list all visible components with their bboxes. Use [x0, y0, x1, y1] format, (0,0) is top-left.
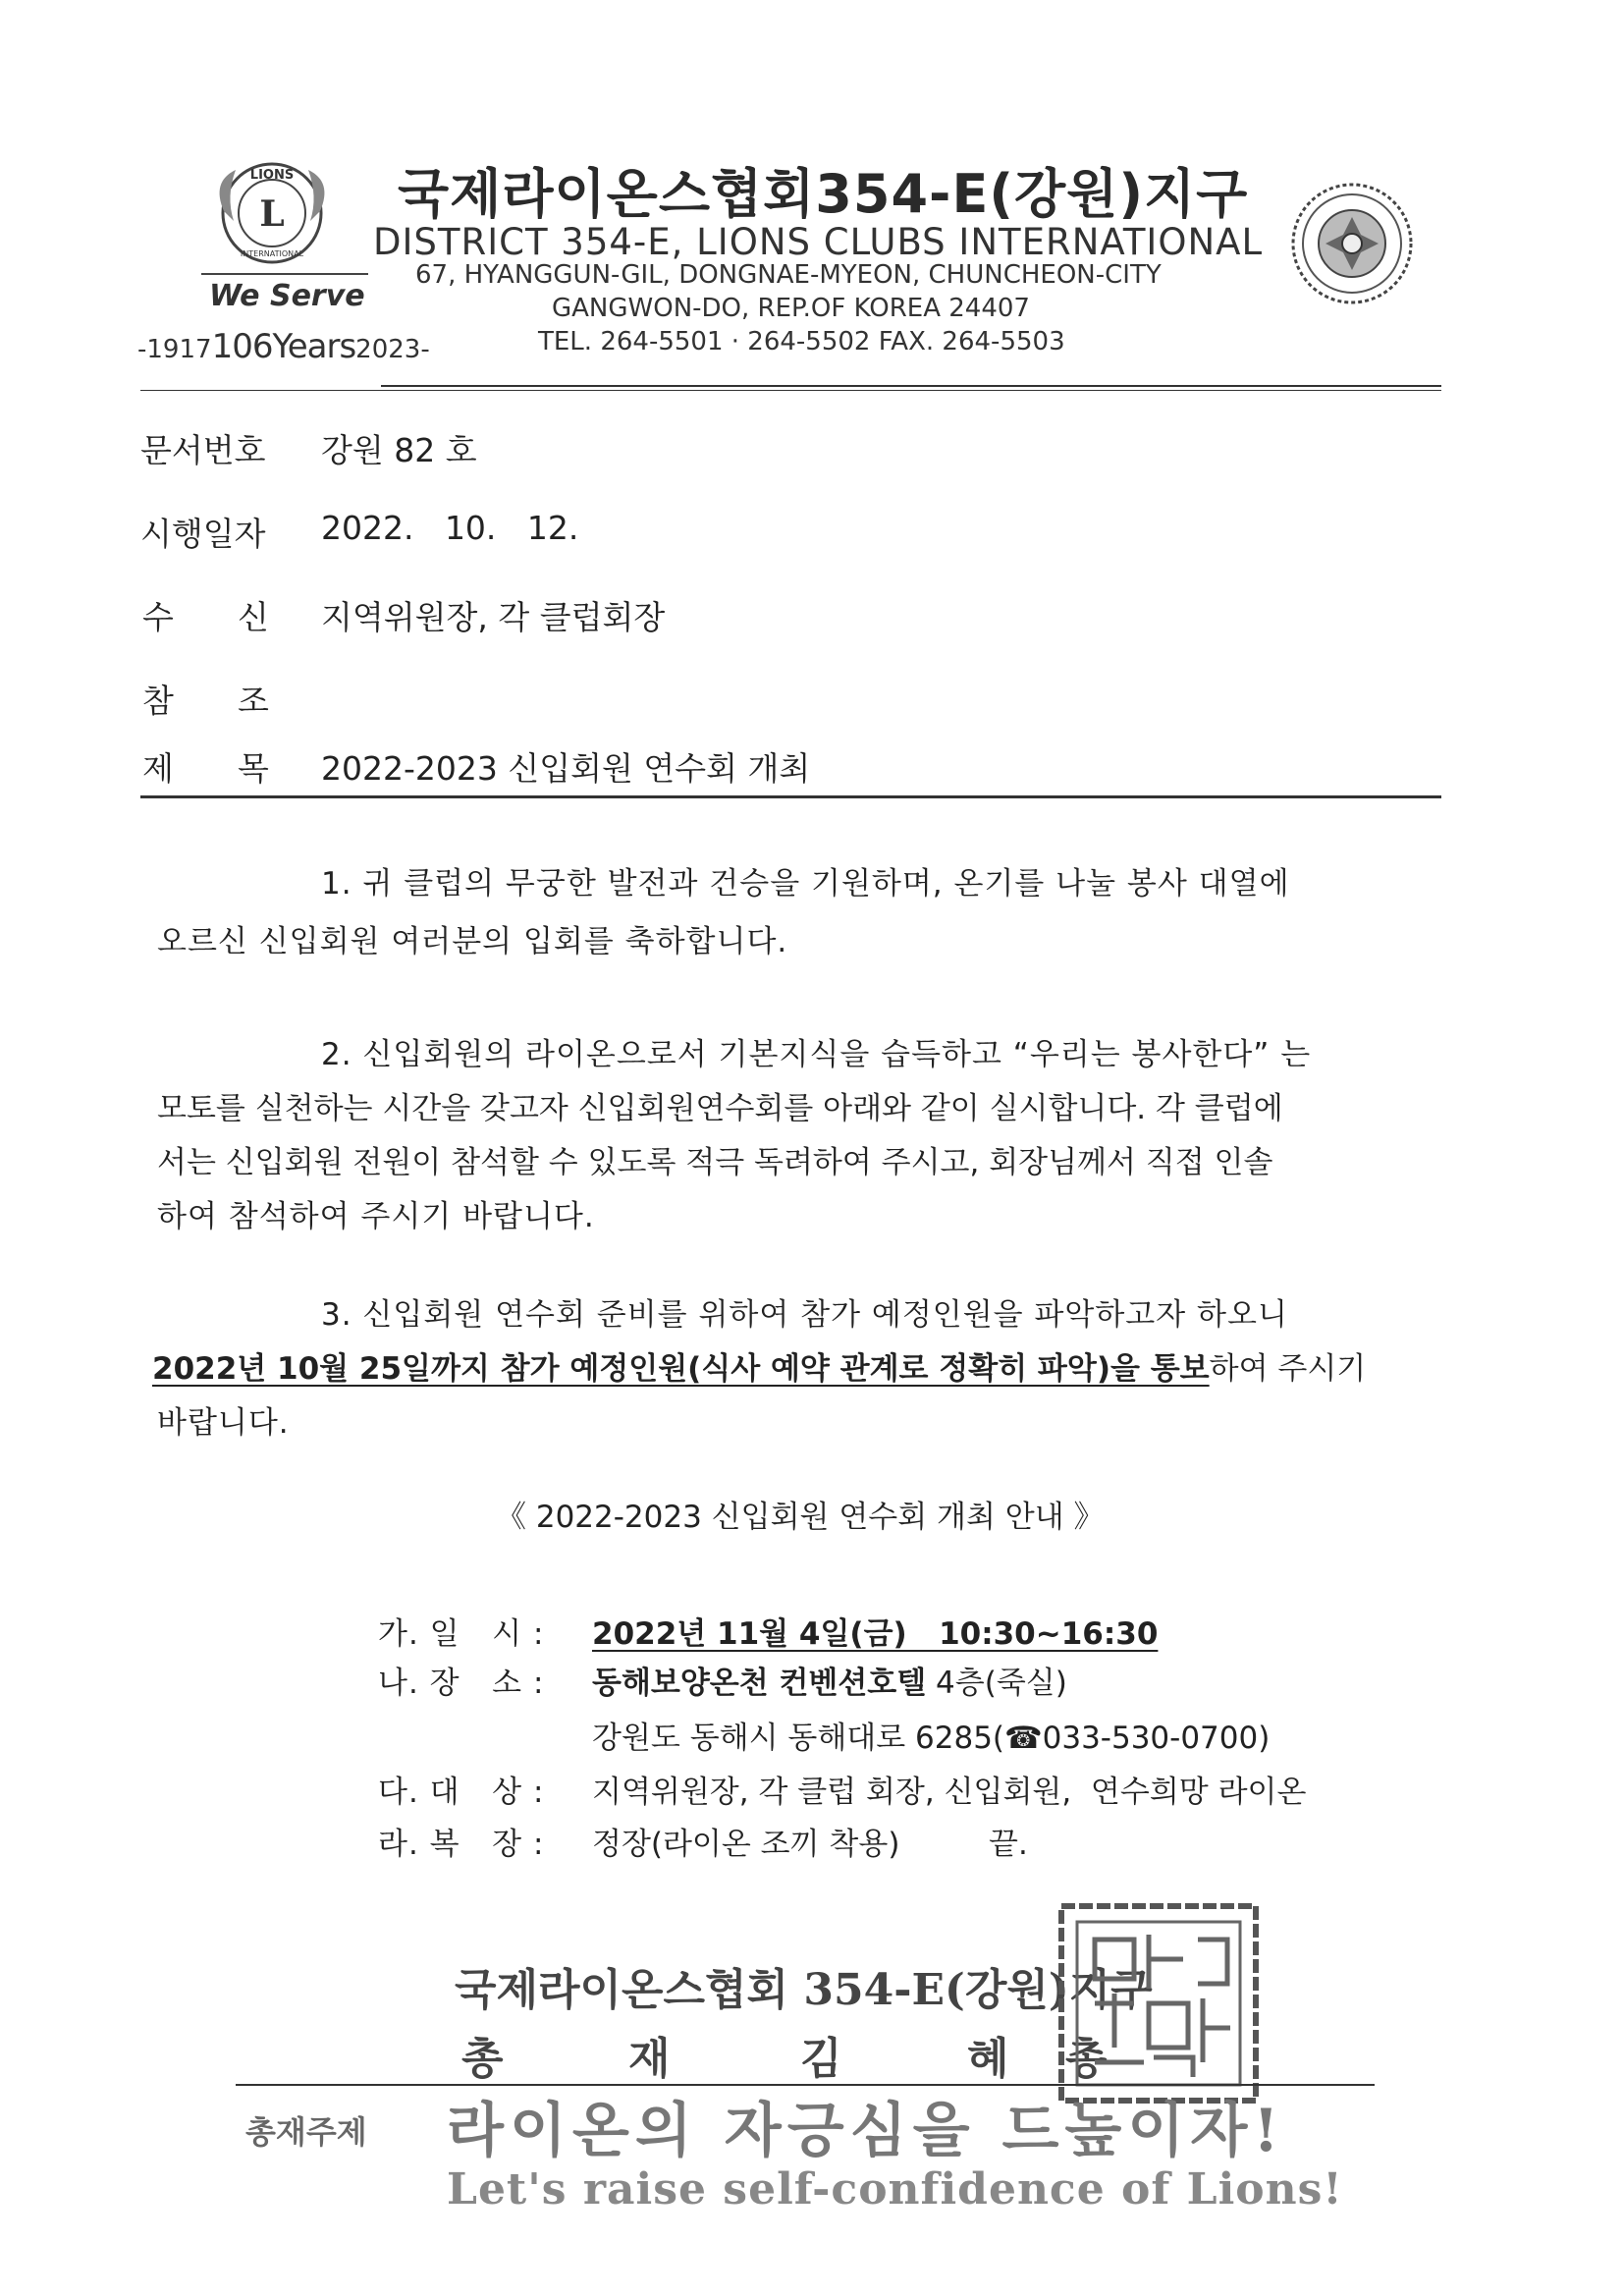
paragraph-2-line-4: 하여 참석하여 주시기 바랍니다.: [157, 1199, 595, 1234]
info-target-label: 다. 대 상 :: [378, 1775, 545, 1810]
info-dress-label: 라. 복 장 :: [378, 1827, 545, 1862]
date-value: 2022. 10. 12.: [321, 509, 579, 547]
paragraph-3-line-1: 3. 신입회원 연수회 준비를 위하여 참가 예정인원을 파악하고자 하오니: [321, 1297, 1288, 1333]
years-badge: [137, 327, 430, 366]
signature-char-3: 김: [800, 2034, 842, 2084]
info-address-value: 강원도 동해시 동해대로 6285(☎033-530-0700): [592, 1721, 1271, 1756]
signature-char-5: 총: [1065, 2034, 1108, 2084]
header-rule-top: [381, 385, 1441, 387]
lions-emblem-icon: [206, 152, 339, 275]
official-seal-icon: [1055, 1900, 1262, 2106]
years-main: 106Years: [211, 327, 356, 366]
slogan: We Serve: [209, 279, 365, 313]
signature-char-2: 재: [628, 2034, 671, 2084]
years-end: 2023-: [355, 335, 430, 364]
end-mark: 끝.: [989, 1827, 1028, 1862]
paragraph-1-line-2: 오르신 신입회원 여러분의 입회를 축하합니다.: [157, 924, 788, 959]
doc-no-label: 문서번호: [140, 431, 266, 469]
info-date-value: 2022년 11월 4일(금) 10:30~16:30: [592, 1616, 1159, 1652]
info-place-label: 나. 장 소 :: [378, 1666, 545, 1701]
district-badge: [1288, 180, 1416, 307]
doc-no-value: 강원 82 호: [321, 431, 477, 469]
header-title-ko: 국제라이온스협회354-E(강원)지구: [398, 163, 1249, 225]
logo-lions-text: LIONS: [249, 168, 295, 183]
header-rule-bottom: [140, 390, 1441, 391]
recipient-label-1: 수: [142, 598, 174, 636]
subject-label-2: 목: [238, 749, 269, 788]
years-start: -1917: [137, 335, 212, 364]
subject-rule: [140, 795, 1441, 798]
motto-korean: 라이온의 자긍심을 드높이자!: [447, 2097, 1285, 2165]
info-place-floor: 4층(죽실): [926, 1666, 1067, 1701]
paragraph-2-line-2: 모토를 실천하는 시간을 갖고자 신입회원연수회를 아래와 같이 실시합니다. 각 클럽에: [157, 1091, 1283, 1126]
info-place-value: [592, 1658, 1067, 1702]
logo-letter: L: [259, 193, 285, 235]
lions-logo: [206, 152, 339, 275]
recipient-label-2: 신: [238, 598, 269, 636]
header-title-en: DISTRICT 354-E, LIONS CLUBS INTERNATIONAL: [373, 221, 1264, 263]
paragraph-3-line-2: [152, 1343, 1366, 1388]
motto-english: Let's raise self-confidence of Lions!: [447, 2164, 1343, 2214]
header-address-2: GANGWON-DO, REP.OF KOREA 24407: [552, 294, 1030, 323]
logo-divider: [201, 273, 368, 275]
info-place-name: 동해보양온천 컨벤션호텔: [592, 1666, 927, 1701]
header-contact: TEL. 264-5501 · 264-5502 FAX. 264-5503: [538, 327, 1065, 356]
info-date-label: 가. 일 시 :: [378, 1616, 545, 1652]
deadline-rest: 하여 주시기: [1209, 1351, 1367, 1387]
district-seal-icon: [1288, 180, 1416, 307]
notice-title: 《 2022-2023 신입회원 연수회 개최 안내 》: [496, 1500, 1105, 1535]
signature-char-1: 총: [461, 2034, 504, 2084]
subject-label-1: 제: [142, 749, 174, 788]
signature-char-4: 혜: [967, 2034, 1009, 2084]
paragraph-2-line-1: 2. 신입회원의 라이온으로서 기본지식을 습득하고 “우리는 봉사한다” 는: [321, 1037, 1312, 1072]
reference-label-1: 참: [142, 682, 174, 720]
paragraph-1-line-1: 1. 귀 클럽의 무궁한 발전과 건승을 기원하며, 온기를 나눌 봉사 대열에: [321, 866, 1290, 902]
info-dress-value: 정장(라이온 조끼 착용): [592, 1827, 900, 1862]
signature-org: 국제라이온스협회 354-E(강원)지구: [455, 1965, 1153, 2015]
recipient-value: 지역위원장, 각 클럽회장: [321, 598, 666, 636]
info-target-value: 지역위원장, 각 클럽 회장, 신입회원, 연수희망 라이온: [592, 1775, 1307, 1810]
motto-label: 총재주제: [245, 2113, 367, 2151]
deadline-emphasis: 2022년 10월 25일까지 참가 예정인원(식사 예약 관계로 정확히 파악)을 통보: [152, 1351, 1210, 1387]
paragraph-2-line-3: 서는 신입회원 전원이 참석할 수 있도록 적극 독려하여 주시고, 회장님께서 직접 인솔: [157, 1145, 1273, 1180]
logo-international-text: INTERNATIONAL: [240, 249, 304, 258]
official-seal: [1055, 1900, 1262, 2106]
date-label: 시행일자: [140, 515, 266, 553]
subject-value: 2022-2023 신입회원 연수회 개최: [321, 749, 811, 788]
paragraph-3-line-3: 바랍니다.: [157, 1405, 290, 1441]
header-address-1: 67, HYANGGUN-GIL, DONGNAE-MYEON, CHUNCHEON-CITY: [415, 260, 1162, 290]
reference-label-2: 조: [238, 682, 269, 720]
